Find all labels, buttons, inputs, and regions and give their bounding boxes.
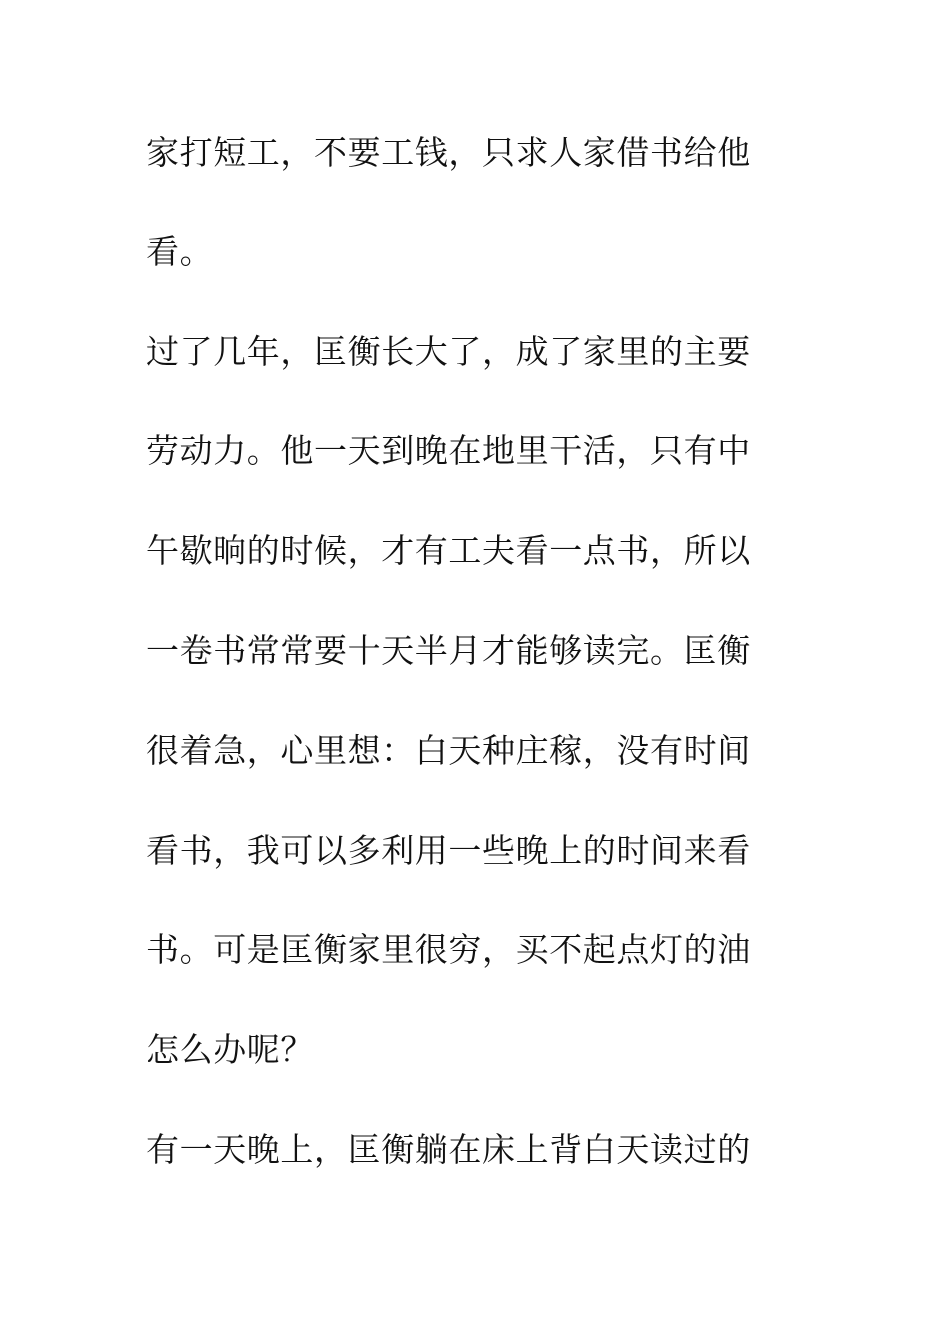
- text-line: 很着急，心里想：白天种庄稼，没有时间: [146, 731, 751, 770]
- text-line: 过了几年，匡衡长大了，成了家里的主要: [146, 332, 751, 371]
- text-line: 劳动力。他一天到晚在地里干活，只有中: [146, 431, 751, 470]
- text-line: 怎么办呢？: [146, 1030, 314, 1069]
- text-line: 看书，我可以多利用一些晚上的时间来看: [146, 831, 751, 870]
- text-line: 书。可是匡衡家里很穷，买不起点灯的油: [146, 930, 751, 969]
- text-line: 有一天晚上，匡衡躺在床上背白天读过的: [146, 1130, 751, 1169]
- text-line: 家打短工，不要工钱，只求人家借书给他: [146, 133, 751, 172]
- text-line: 午歇晌的时候，才有工夫看一点书，所以: [146, 531, 751, 570]
- text-line: 看。: [146, 232, 214, 271]
- text-line: 一卷书常常要十天半月才能够读完。匡衡: [146, 631, 751, 670]
